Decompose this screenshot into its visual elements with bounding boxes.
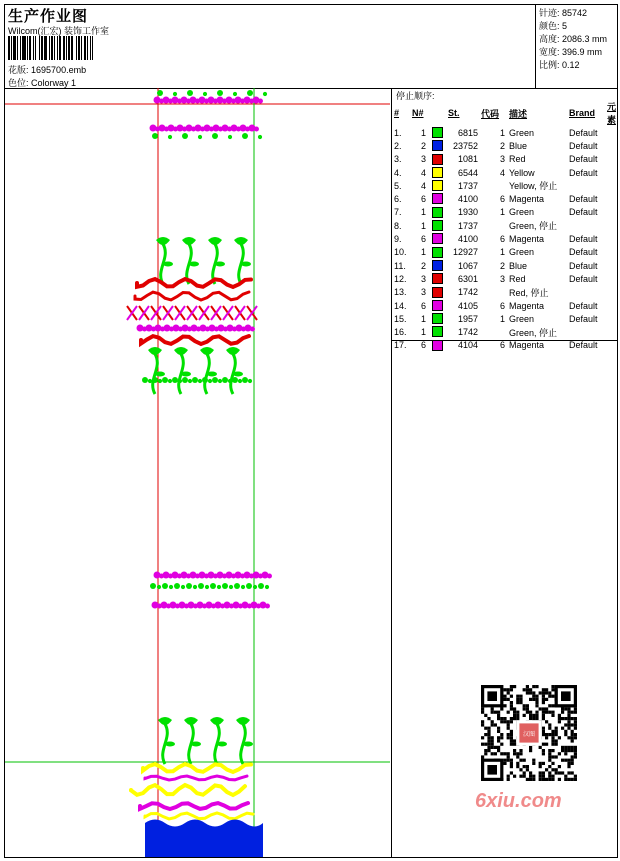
stitch-leaf	[191, 742, 201, 747]
row-stitches: 1742	[457, 287, 478, 298]
row-swatch	[432, 259, 448, 272]
stitch-blossom	[188, 379, 192, 383]
stitch-blossom	[148, 379, 152, 383]
stitch-flower	[234, 237, 248, 245]
row-stitches: 4105	[457, 300, 478, 311]
stitch-blossom	[247, 90, 253, 96]
stitch-blossom	[182, 377, 188, 383]
row-brand: Default	[569, 313, 598, 324]
row-index: 2.	[394, 140, 402, 151]
row-swatch	[432, 219, 448, 232]
row-index: 17.	[394, 340, 407, 351]
stitch-flower	[200, 347, 214, 355]
row-code: 6	[499, 340, 505, 351]
row-code	[481, 325, 509, 338]
stitch-leaf	[181, 372, 191, 377]
row-brand	[569, 219, 607, 232]
stitch-flower	[210, 717, 224, 725]
design-file-label: 花版:	[8, 65, 29, 75]
stop-sequence-table	[394, 100, 620, 352]
stitch-blossom	[258, 99, 263, 104]
row-swatch	[432, 206, 448, 219]
stitch-blossom	[265, 604, 270, 609]
stitch-band	[140, 803, 248, 809]
color-swatch	[432, 287, 443, 298]
stitch-blossom	[187, 90, 193, 96]
stitch-blossom	[254, 127, 259, 132]
row-stitches: 1737	[457, 220, 478, 231]
stitch-blossom	[218, 379, 222, 383]
stitch-band	[135, 292, 249, 300]
row-brand: Default	[569, 140, 598, 151]
row-swatch	[432, 286, 448, 299]
row-needle: 6	[420, 340, 426, 351]
stitch-flower	[236, 717, 250, 725]
info-label: 针迹:	[539, 8, 560, 18]
stitch-blossom	[186, 583, 192, 589]
page-title: 生产作业图	[8, 8, 89, 25]
row-swatch	[432, 139, 448, 152]
stitch-blossom	[205, 585, 209, 589]
row-description: Yellow, 停止	[509, 181, 558, 192]
stitch-blossom	[210, 583, 216, 589]
row-description: Green, 停止	[509, 327, 558, 338]
stitch-leaf	[189, 262, 199, 267]
info-scale	[539, 58, 580, 71]
stitch-leaf	[217, 742, 227, 747]
stitch-leaf	[241, 262, 251, 267]
info-label: 宽度:	[539, 47, 560, 57]
row-index: 6.	[394, 194, 402, 205]
info-width	[539, 45, 602, 58]
stitch-blossom	[158, 379, 162, 383]
row-needle: 1	[420, 247, 426, 258]
row-description: Green, 停止	[509, 221, 558, 232]
canvas-divider	[391, 88, 392, 858]
color-swatch	[432, 207, 443, 218]
table-row	[394, 325, 620, 338]
stitch-flower	[184, 717, 198, 725]
row-description: Green	[509, 247, 535, 258]
row-stitches: 4100	[457, 234, 478, 245]
row-swatch	[432, 246, 448, 259]
info-height	[539, 32, 607, 45]
stitch-leaf	[163, 262, 173, 267]
row-brand: Default	[569, 247, 598, 258]
row-index: 13.	[394, 287, 407, 298]
row-index: 1.	[394, 127, 402, 138]
row-code: 1	[499, 127, 505, 138]
stitch-blossom	[157, 585, 161, 589]
stop-sequence-title: 停止顺序:	[396, 91, 435, 101]
color-swatch	[432, 154, 443, 165]
stitch-band	[141, 336, 249, 344]
row-index: 8.	[394, 220, 402, 231]
colorway-value: Colorway 1	[31, 78, 77, 88]
row-needle: 4	[420, 180, 426, 191]
stitch-blossom	[242, 133, 248, 139]
table-row	[394, 299, 620, 312]
col-brand: Brand	[569, 108, 596, 118]
row-brand	[569, 325, 607, 338]
stitch-leaf	[165, 742, 175, 747]
row-needle: 4	[420, 167, 426, 178]
col-swatch	[432, 100, 448, 126]
row-index: 5.	[394, 180, 402, 191]
row-stitches: 4100	[457, 194, 478, 205]
row-stitches: 23752	[452, 140, 478, 151]
row-swatch	[432, 339, 448, 352]
table-row	[394, 259, 620, 272]
row-swatch	[432, 299, 448, 312]
row-brand: Default	[569, 194, 598, 205]
row-code: 6	[499, 300, 505, 311]
table-row	[394, 153, 620, 166]
stitch-blossom	[152, 377, 158, 383]
qr-code-image	[471, 681, 585, 785]
row-description: Magenta	[509, 234, 545, 245]
stitch-blossom	[242, 377, 248, 383]
stitch-blossom	[173, 92, 177, 96]
stitch-blossom	[208, 379, 212, 383]
row-brand: Default	[569, 273, 598, 284]
row-needle: 1	[420, 127, 426, 138]
row-needle: 2	[420, 140, 426, 151]
col-index: #	[394, 108, 400, 118]
stitch-blossom	[267, 574, 272, 579]
stitch-blossom	[168, 135, 172, 139]
info-value: 2086.3 mm	[562, 34, 608, 44]
row-swatch	[432, 232, 448, 245]
stitch-blossom	[162, 377, 168, 383]
color-swatch	[432, 140, 443, 151]
stitch-blossom	[198, 379, 202, 383]
color-swatch	[432, 273, 443, 284]
stitch-blossom	[212, 377, 218, 383]
stop-sequence-body	[394, 126, 620, 352]
stitch-blossom	[222, 377, 228, 383]
row-needle: 3	[420, 154, 426, 165]
row-brand	[569, 286, 607, 299]
stitch-flower	[148, 347, 162, 355]
row-brand: Default	[569, 234, 598, 245]
row-description: Green	[509, 207, 535, 218]
row-code: 2	[499, 260, 505, 271]
color-swatch	[432, 180, 443, 191]
row-code: 1	[499, 247, 505, 258]
stitch-blossom	[233, 92, 237, 96]
info-label: 颜色:	[539, 21, 560, 31]
row-index: 11.	[394, 260, 406, 271]
stitch-blossom	[258, 583, 264, 589]
stitch-blossom	[152, 133, 158, 139]
row-index: 7.	[394, 207, 402, 218]
stitch-leaf	[233, 372, 243, 377]
row-code: 3	[499, 154, 505, 165]
info-label: 比例:	[539, 60, 560, 70]
row-needle: 1	[420, 327, 426, 338]
row-brand: Default	[569, 207, 598, 218]
row-swatch	[432, 166, 448, 179]
stitch-fill-blue	[145, 820, 263, 858]
table-row	[394, 312, 620, 325]
row-description: Green	[509, 127, 535, 138]
row-code: 3	[499, 273, 505, 284]
stitch-blossom	[157, 90, 163, 96]
stitch-blossom	[203, 92, 207, 96]
row-stitches: 1081	[457, 154, 478, 165]
stitch-blossom	[248, 379, 252, 383]
stitch-blossom	[150, 583, 156, 589]
row-brand: Default	[569, 260, 598, 271]
row-swatch	[432, 126, 448, 139]
stitch-flower	[158, 717, 172, 725]
row-needle: 1	[420, 220, 426, 231]
row-brand: Default	[569, 300, 598, 311]
row-description: Magenta	[509, 300, 545, 311]
stitch-blossom	[253, 585, 257, 589]
color-swatch	[432, 260, 443, 271]
company-name: Wilcom(汇宏) 装饰工作室	[8, 26, 109, 36]
table-row	[394, 232, 620, 245]
row-index: 4.	[394, 167, 402, 178]
colorway-label: 色位:	[8, 78, 29, 88]
row-stitches: 1742	[457, 327, 478, 338]
row-stitches: 6815	[457, 127, 478, 138]
row-description: Red	[509, 273, 526, 284]
stitch-blossom	[181, 585, 185, 589]
table-row	[394, 219, 620, 232]
stitch-blossom	[169, 585, 173, 589]
stitch-blossom	[241, 585, 245, 589]
table-row	[394, 272, 620, 285]
info-value: 0.12	[562, 60, 580, 70]
row-description: Magenta	[509, 194, 545, 205]
stitch-blossom	[178, 379, 182, 383]
table-row	[394, 166, 620, 179]
stitch-blossom	[168, 379, 172, 383]
col-element: 元素	[607, 102, 617, 125]
row-stitches: 4104	[457, 340, 478, 351]
color-swatch	[432, 233, 443, 244]
row-description: Red	[509, 154, 526, 165]
stitch-blossom	[198, 583, 204, 589]
stitch-blossom	[193, 585, 197, 589]
row-description: Blue	[509, 260, 528, 271]
stitch-blossom	[182, 133, 188, 139]
stitch-blossom	[192, 377, 198, 383]
stitch-leaf	[207, 372, 217, 377]
row-brand: Default	[569, 167, 598, 178]
row-index: 16.	[394, 327, 407, 338]
info-value: 5	[562, 21, 568, 31]
stitch-flower	[174, 347, 188, 355]
table-row	[394, 339, 620, 352]
row-index: 3.	[394, 154, 402, 165]
design-preview	[5, 88, 390, 857]
design-file	[8, 63, 86, 76]
row-description: Yellow	[509, 167, 535, 178]
row-swatch	[432, 192, 448, 205]
row-brand: Default	[569, 154, 598, 165]
row-swatch	[432, 179, 448, 192]
design-file-name: 1695700.emb	[31, 65, 87, 75]
stitch-band	[145, 813, 253, 819]
table-row	[394, 246, 620, 259]
stitch-leaf	[243, 742, 253, 747]
info-value: 85742	[562, 8, 588, 18]
stitch-blossom	[265, 585, 269, 589]
row-stitches: 1930	[457, 207, 478, 218]
row-swatch	[432, 312, 448, 325]
row-description: Blue	[509, 140, 528, 151]
table-row	[394, 126, 620, 139]
table-row	[394, 286, 620, 299]
embroidery-design	[5, 88, 390, 857]
stitch-band	[143, 764, 251, 772]
stitch-blossom	[263, 92, 267, 96]
row-stitches: 1067	[457, 260, 478, 271]
row-description: Red, 停止	[509, 287, 549, 298]
stitch-band	[145, 776, 247, 780]
stitch-blossom	[198, 135, 202, 139]
stitch-flower	[208, 237, 222, 245]
col-code: 代码	[481, 108, 500, 119]
stitch-blossom	[212, 133, 218, 139]
color-swatch	[432, 326, 443, 337]
col-description: 描述	[509, 108, 528, 119]
stitch-blossom	[228, 135, 232, 139]
row-needle: 6	[420, 300, 426, 311]
stitch-band	[137, 279, 251, 287]
color-swatch	[432, 193, 443, 204]
barcode	[8, 36, 142, 60]
stitch-band	[131, 785, 245, 795]
row-description: Green	[509, 313, 535, 324]
row-needle: 6	[420, 194, 426, 205]
stitch-blossom	[174, 583, 180, 589]
row-code	[481, 286, 509, 299]
color-swatch	[432, 300, 443, 311]
info-label: 高度:	[539, 34, 560, 44]
row-index: 12.	[394, 273, 407, 284]
stitch-blossom	[222, 583, 228, 589]
row-stitches: 1957	[457, 313, 478, 324]
stitch-blossom	[217, 585, 221, 589]
color-swatch	[432, 340, 443, 351]
color-swatch	[432, 127, 443, 138]
color-swatch	[432, 247, 443, 258]
row-code	[481, 219, 509, 232]
col-stitches: St.	[448, 108, 460, 118]
row-index: 14.	[394, 300, 407, 311]
stitch-blossom	[250, 327, 255, 332]
row-code	[481, 179, 509, 192]
row-code: 1	[499, 313, 505, 324]
table-row	[394, 206, 620, 219]
row-code: 6	[499, 194, 505, 205]
color-swatch	[432, 220, 443, 231]
row-index: 9.	[394, 234, 402, 245]
stitch-blossom	[228, 379, 232, 383]
stitch-blossom	[238, 379, 242, 383]
row-needle: 3	[420, 287, 426, 298]
color-swatch	[432, 313, 443, 324]
row-needle: 2	[420, 260, 426, 271]
row-brand: Default	[569, 340, 598, 351]
row-needle: 1	[420, 313, 426, 324]
col-needle: N#	[412, 108, 424, 118]
info-colors	[539, 19, 567, 32]
row-swatch	[432, 153, 448, 166]
row-stitches: 12927	[452, 247, 478, 258]
table-row	[394, 192, 620, 205]
row-brand: Default	[569, 127, 598, 138]
stitch-blossom	[202, 377, 208, 383]
stitch-leaf	[215, 262, 225, 267]
stitch-blossom	[217, 90, 223, 96]
table-row	[394, 179, 620, 192]
stitch-flower	[182, 237, 196, 245]
row-needle: 3	[420, 273, 426, 284]
row-index: 10.	[394, 247, 407, 258]
row-brand	[569, 179, 607, 192]
stitch-leaf	[155, 372, 165, 377]
row-description: Magenta	[509, 340, 545, 351]
row-code: 6	[499, 234, 505, 245]
stitch-flower	[226, 347, 240, 355]
qr-code	[471, 681, 585, 785]
watermark-logo: 6xiu.com	[475, 790, 562, 812]
header-divider	[535, 4, 536, 88]
row-needle: 6	[420, 234, 426, 245]
row-stitches: 6301	[457, 273, 478, 284]
stitch-blossom	[142, 377, 148, 383]
table-header-row	[394, 100, 620, 126]
row-needle: 1	[420, 207, 426, 218]
row-swatch	[432, 272, 448, 285]
row-swatch	[432, 325, 448, 338]
info-stitches	[539, 6, 587, 19]
row-code: 4	[499, 167, 505, 178]
stitch-blossom	[162, 583, 168, 589]
svg-text:汉图: 汉图	[522, 731, 536, 739]
row-code: 1	[499, 207, 505, 218]
row-stitches: 6544	[457, 167, 478, 178]
stitch-blossom	[258, 135, 262, 139]
stitch-blossom	[246, 583, 252, 589]
color-swatch	[432, 167, 443, 178]
row-code: 2	[499, 140, 505, 151]
table-row	[394, 139, 620, 152]
info-value: 396.9 mm	[562, 47, 603, 57]
row-index: 15.	[394, 313, 407, 324]
stitch-blossom	[234, 583, 240, 589]
stitch-blossom	[172, 377, 178, 383]
stitch-blossom	[232, 377, 238, 383]
row-stitches: 1737	[457, 180, 478, 191]
stitch-blossom	[229, 585, 233, 589]
